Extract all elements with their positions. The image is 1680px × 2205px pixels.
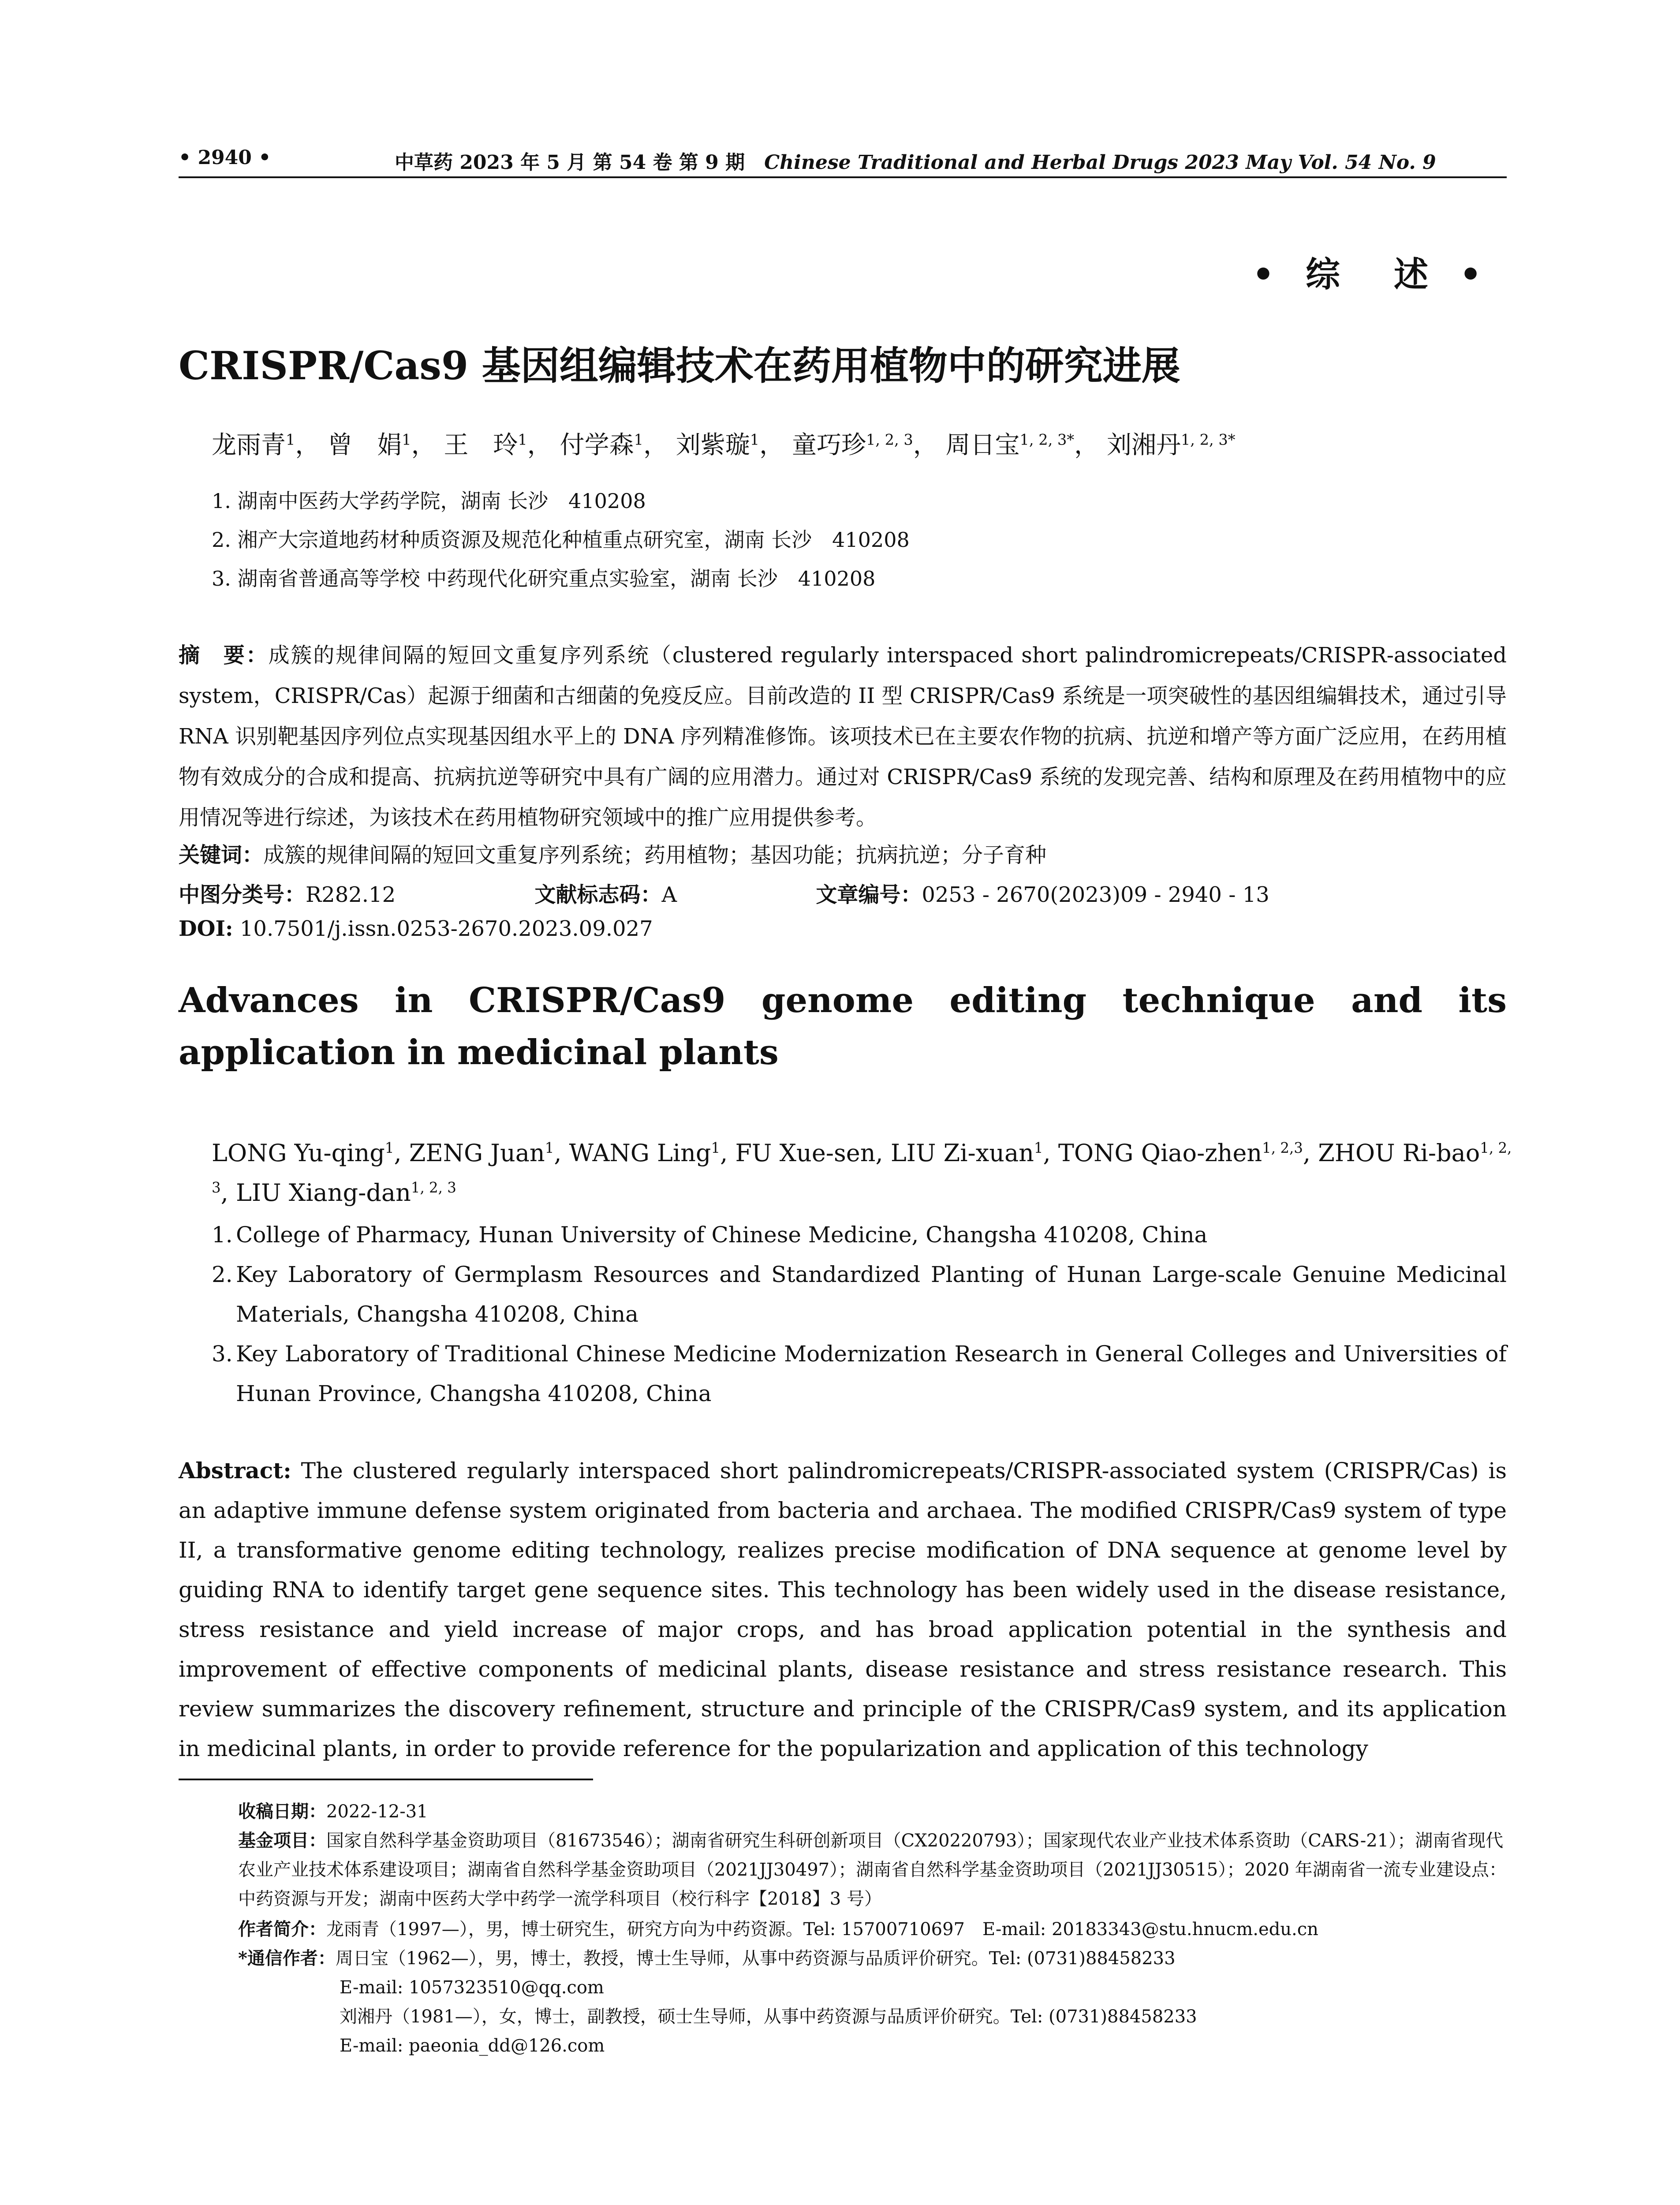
page-number: • 2940 • [179,146,271,169]
corresponding-email-1: E-mail: 1057323510@qq.com [340,1977,604,1998]
author-affiliation: 1 [750,431,760,448]
author-affiliation: 1, 2, 3 [411,1179,456,1196]
author-name: 童巧珍 [791,431,866,460]
article-no-item [816,878,1335,908]
clc-item [179,878,462,908]
author-name: 刘紫璇 [676,431,750,460]
journal-citation-cn: 中草药 2023 年 5 月 第 54 卷 第 9 期 [395,151,745,174]
journal-citation-en: Chinese Traditional and Herbal Drugs 2023 May Vol. 54 No. 9 [764,151,1436,174]
abstract-en [179,1451,1507,1768]
header-rule [179,176,1507,178]
received-label: 收稿日期： [238,1801,326,1822]
author-affiliation: 1 [385,1140,394,1156]
running-header [179,142,1501,182]
classification-line [179,878,1402,908]
author-affiliation: 1 [711,1140,721,1156]
keywords-text: 成簇的规律间隔的短回文重复序列系统；药用植物；基因功能；抗病抗逆；分子育种 [263,843,1047,867]
author-name: 周日宝 [945,431,1020,460]
author-list-cn: 龙雨青$^1$， 曾 娟$^1$， 王 玲$^1$， 付学森$^1$， 刘紫璇$^1$， 童巧珍$^{1, 2, 3}$， 周日宝$^{1, 2, 3*}$， 刘湘丹$^{1, 2, 3*}$ [212,431,1236,460]
footnote-corresponding [238,1944,1507,2060]
author-affiliation: 1, 2, 3* [1019,431,1075,448]
author-affiliation: 1, 2, 3* [1180,431,1236,448]
author-affiliation: 1, 2, 3 [866,431,913,448]
corresponding-label: *通信作者： [238,1948,336,1969]
author-name: 龙雨青 [212,431,286,460]
affiliation-number: 1. [212,1222,233,1248]
author-bio-label: 作者简介： [238,1919,326,1940]
footnote-rule [179,1779,593,1780]
author-name: 付学森 [560,431,634,460]
doc-code-item [534,878,743,908]
author-name: ZENG Juan [409,1139,545,1167]
title-en: Advances in CRISPR/Cas9 genome editing technique and its application in medicinal plants [179,980,1507,1073]
author-affiliation: 1, 2,3 [1262,1140,1303,1156]
doi-value: 10.7501/j.issn.0253-2670.2023.09.027 [233,916,653,941]
author-affiliation: 1 [402,431,411,448]
affiliation-number: 3. [212,1341,233,1367]
author-affiliation: 1 [286,431,295,448]
author-affiliation: 1 [518,431,527,448]
author-name: LIU Zi-xuan [890,1139,1034,1167]
author-name: LONG Yu-qing [212,1139,385,1167]
abstract-label-cn: 摘 要： [179,643,269,668]
author-name: 曾 娟 [328,431,402,460]
author-affiliation: 1 [634,431,643,448]
abstract-label-en: Abstract: [179,1458,291,1484]
affiliation-cn: 3. 湖南省普通高等学校 中药现代化研究重点实验室，湖南 长沙 410208 [212,567,876,590]
affiliation-text: College of Pharmacy, Hunan University of Chinese Medicine, Changsha 410208, China [236,1222,1208,1248]
title-cn: CRISPR/Cas9 基因组编辑技术在药用植物中的研究进展 [179,343,1180,389]
affiliation-number: 2. [212,1262,233,1287]
section-label: • 综 述 • [1252,254,1492,295]
keywords-cn [179,838,1046,868]
footnote-funding [238,1826,1507,1913]
keywords-label: 关键词： [179,843,264,867]
footnote-author [238,1915,1507,1944]
author-bio-text: 龙雨青（1997—），男，博士研究生，研究方向为中药资源。Tel: 15700710697 E-mail: 20183343@stu.hnucm.edu.cn [326,1919,1318,1940]
affiliation-en [212,1255,1507,1334]
author-list-en: LONG Yu-qing$^1$, ZENG Juan$^1$, WANG Ling$^1$, FU Xue-sen, LIU Zi-xuan$^1$, TONG Qiao-zhen$^{1, 2,3}$, ZHOU Ri-bao$^{1, 2, 3}$, LIU Xiang-dan$^{1, 2, 3}$ [212,1139,1512,1207]
author-name: ZHOU Ri-bao [1318,1139,1480,1167]
affiliation-cn: 1. 湖南中医药大学药学院，湖南 长沙 410208 [212,489,646,513]
author-name: 王 玲 [444,431,518,460]
doi-label: DOI: [179,916,233,941]
clc-label: 中图分类号： [179,882,306,907]
corresponding-author-1: 周日宝（1962—），男，博士，教授，博士生导师，从事中药资源与品质评价研究。Tel: (0731)88458233 [335,1948,1176,1969]
article-no-label: 文章编号： [816,882,922,907]
author-name: LIU Xiang-dan [235,1179,411,1207]
clc-value: R282.12 [306,882,396,907]
affiliation-cn: 2. 湘产大宗道地药材种质资源及规范化种植重点研究室，湖南 长沙 410208 [212,528,910,552]
received-date: 2022-12-31 [326,1801,428,1822]
author-name: 刘湘丹 [1106,431,1181,460]
affiliation-en [212,1215,1507,1255]
abstract-text-en: The clustered regularly interspaced short palindromicrepeats/CRISPR-associated system (CRISPR/Cas) is an adaptive immune defense system originated from bacteria and archaea. The modified CRISPR/Cas9 system of type II, a transformative genome editing technology, realizes precise modification of DNA sequence at genome level by guiding RNA to identify target gene sequence sites. This technology has been widely used in the disease resistance, stress resistance and yield increase of major crops, and has broad application potential in the synthesis and improvement of effective components of medicinal plants, disease resistance and stress resistance research. This review summarizes the discovery refinement, structure and principle of the CRISPR/Cas9 system, and its application in medicinal plants, in order to provide reference for the popularization and application of this technology [179,1458,1507,1761]
affiliation-text: Key Laboratory of Traditional Chinese Medicine Modernization Research in General Colleges and Universities of Hunan Province, Changsha 410208, China [236,1341,1507,1406]
author-affiliation: 1 [545,1140,554,1156]
footnote-received [238,1797,1507,1826]
affiliation-text: Key Laboratory of Germplasm Resources and Standardized Planting of Hunan Large-scale Genuine Medicinal Materials, Changsha 410208, China [236,1262,1507,1327]
article-no-value: 0253 - 2670(2023)09 - 2940 - 13 [922,882,1269,907]
doc-code-label: 文献标志码： [534,882,662,907]
affiliation-en [212,1334,1507,1413]
author-affiliation: 1 [1034,1140,1043,1156]
abstract-text-cn: 成簇的规律间隔的短回文重复序列系统（clustered regularly interspaced short palindromicrepeats/CRISPR-associated system，CRISPR/Cas）起源于细菌和古细菌的免疫反应。目前改造的 II 型 CRISPR/Cas9 系统是一项突破性的基因组编辑技术，通过引导 RNA 识别靶基因序列位点实现基因组水平上的 DNA 序列精准修饰。该项技术已在主要农作物的抗病、抗逆和增产等方面广泛应用，在药用植物有效成分的合成和提高、抗病抗逆等研究中具有广阔的应用潜力。通过对 CRISPR/Cas9 系统的发现完善、结构和原理及在药用植物中的应用情况等进行综述，为该技术在药用植物研究领域中的推广应用提供参考。 [179,643,1507,830]
corresponding-email-2: E-mail: paeonia_dd@126.com [340,2036,605,2056]
author-affiliation: 1, 2, 3 [212,1140,1512,1196]
author-name: TONG Qiao-zhen [1058,1139,1262,1167]
journal-citation [395,146,1436,175]
doi-line [179,916,653,941]
corresponding-author-2: 刘湘丹（1981—），女，博士，副教授，硕士生导师，从事中药资源与品质评价研究。Tel: (0731)88458233 [340,2007,1197,2027]
author-name: FU Xue-sen [735,1139,876,1167]
funding-text: 国家自然科学基金资助项目（81673546）；湖南省研究生科研创新项目（CX20220793）；国家现代农业产业技术体系资助（CARS-21）；湖南省现代农业产业技术体系建设项目；湖南省自然科学基金资助项目（2021JJ30497）；湖南省自然科学基金资助项目（2021JJ30515）；2020 年湖南省一流专业建设点：中药资源与开发；湖南中医药大学中药学一流学科项目（校行科字【2018】3 号） [238,1831,1507,1909]
author-name: WANG Ling [569,1139,711,1167]
abstract-cn [179,635,1507,838]
doc-code-value: A [661,882,677,907]
funding-label: 基金项目： [238,1830,326,1851]
